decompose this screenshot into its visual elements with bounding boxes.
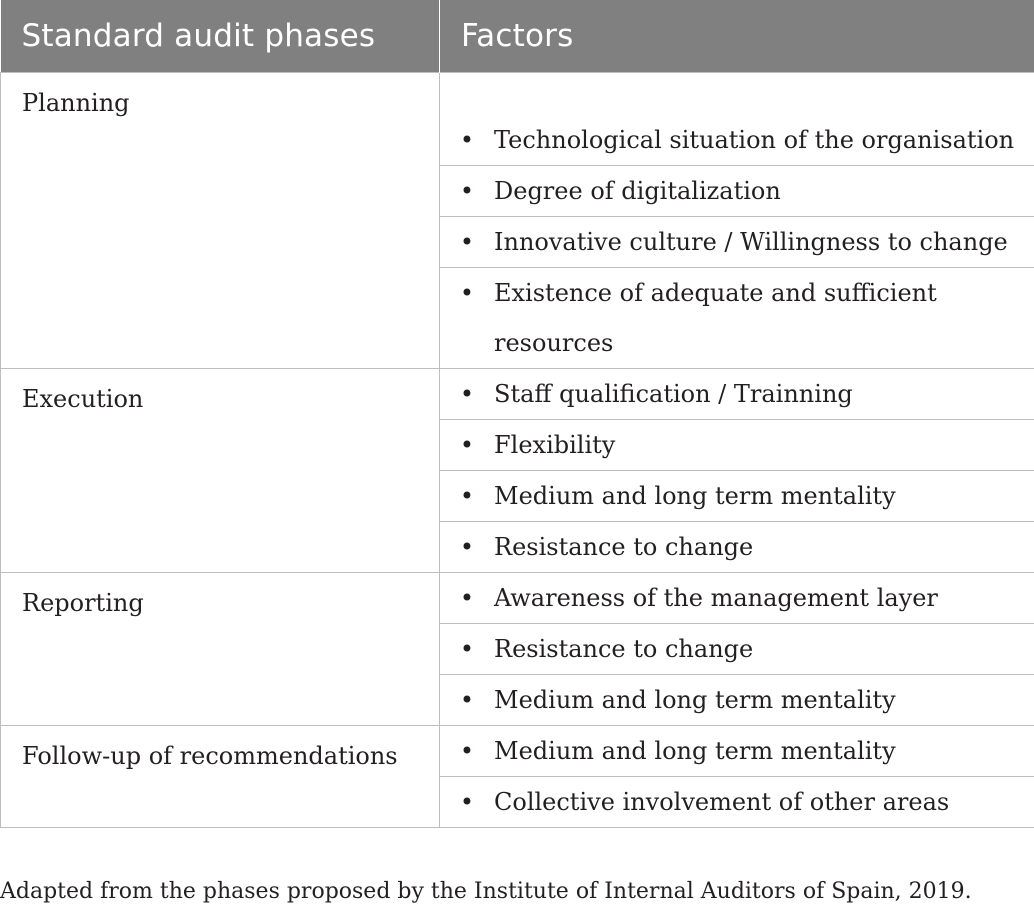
bullet-icon: • [459, 279, 475, 307]
factor-cell [440, 777, 1034, 828]
factor-item [440, 624, 1034, 674]
table-row [1, 369, 1034, 420]
factor-cell [440, 217, 1034, 268]
factor-text: Innovative culture / Willingness to change [494, 228, 1008, 256]
table-row [1, 73, 1034, 166]
factor-item [440, 420, 1034, 470]
factor-text: Medium and long term mentality [494, 737, 896, 765]
bullet-icon: • [459, 686, 475, 714]
factor-text: Flexibility [494, 431, 616, 459]
bullet-icon: • [459, 788, 475, 816]
header-factors: Factors [440, 0, 1034, 73]
table-source-caption: Adapted from the phases proposed by the Institute of Internal Auditors of Spain, 2019. [0, 879, 972, 904]
phase-cell-planning: Planning [1, 73, 440, 369]
factor-item [440, 726, 1034, 776]
phase-cell-reporting: Reporting [1, 573, 440, 726]
phase-cell-follow-up: Follow-up of recommendations [1, 726, 440, 828]
factor-cell [440, 420, 1034, 471]
bullet-icon: • [459, 482, 475, 510]
bullet-icon: • [459, 584, 475, 612]
factor-text: Existence of adequate and sufficient resources [494, 279, 937, 357]
bullet-icon: • [459, 177, 475, 205]
factor-item [440, 522, 1034, 572]
factor-item [440, 471, 1034, 521]
factor-cell [440, 73, 1034, 166]
header-standard-audit-phases: Standard audit phases [1, 0, 440, 73]
factor-cell [440, 624, 1034, 675]
factor-text: Medium and long term mentality [494, 482, 896, 510]
factor-item [440, 115, 1034, 165]
factor-item [440, 268, 1034, 368]
table-header-row [1, 0, 1034, 73]
factor-item [440, 573, 1034, 623]
factor-item [440, 166, 1034, 216]
bullet-icon: • [459, 737, 475, 765]
bullet-icon: • [459, 635, 475, 663]
factor-item [440, 217, 1034, 267]
factor-text: Resistance to change [494, 533, 754, 561]
factor-item [440, 777, 1034, 827]
bullet-icon: • [459, 380, 475, 408]
bullet-icon: • [459, 126, 475, 154]
table-row [1, 573, 1034, 624]
factor-cell [440, 573, 1034, 624]
factor-cell [440, 166, 1034, 217]
factor-cell [440, 369, 1034, 420]
factor-item [440, 369, 1034, 419]
bullet-icon: • [459, 533, 475, 561]
factor-text: Staff qualification / Trainning [494, 380, 853, 408]
factor-cell [440, 522, 1034, 573]
factor-text: Resistance to change [494, 635, 754, 663]
phase-cell-execution: Execution [1, 369, 440, 573]
factor-cell [440, 726, 1034, 777]
factor-cell [440, 675, 1034, 726]
factor-text: Collective involvement of other areas [494, 788, 950, 816]
factor-text: Technological situation of the organisation [494, 126, 1015, 154]
factor-item [440, 675, 1034, 725]
factor-text: Degree of digitalization [494, 177, 781, 205]
factor-text: Awareness of the management layer [494, 584, 938, 612]
factor-text: Medium and long term mentality [494, 686, 896, 714]
factor-cell [440, 471, 1034, 522]
factor-cell [440, 268, 1034, 369]
bullet-icon: • [459, 228, 475, 256]
table-row [1, 726, 1034, 777]
bullet-icon: • [459, 431, 475, 459]
